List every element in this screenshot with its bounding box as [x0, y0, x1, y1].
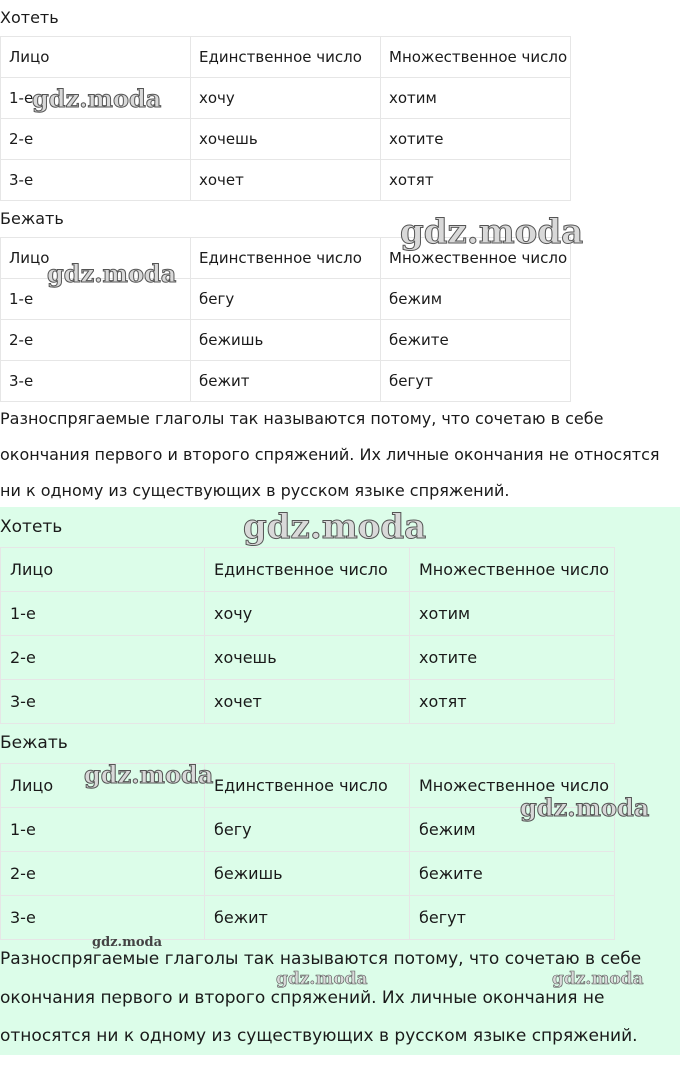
header-cell-plural: Множественное число — [381, 238, 571, 279]
table-row — [1, 896, 615, 940]
table-cell: 2-е — [1, 852, 205, 896]
table-cell: бежит — [191, 361, 381, 402]
header-cell-person: Лицо — [1, 37, 191, 78]
table-cell: хотят — [410, 680, 615, 724]
table-cell: хочешь — [205, 636, 410, 680]
table-cell: бегу — [191, 279, 381, 320]
watermark-logo: gdz.moda — [276, 969, 368, 989]
table-row — [1, 78, 571, 119]
paragraph-line: окончания первого и второго спряжений. Их личные окончания не — [0, 987, 605, 1008]
table-row — [1, 361, 571, 402]
table-row — [1, 852, 615, 896]
table-cell: бежит — [205, 896, 410, 940]
table-cell: хотите — [410, 636, 615, 680]
header-cell-singular: Единственное число — [191, 37, 381, 78]
watermark-logo: gdz.moda — [92, 935, 163, 950]
paragraph-line: ни к одному из существующих в русском языке спряжений. — [0, 481, 510, 500]
header-cell-singular: Единственное число — [205, 548, 410, 592]
watermark-logo: gdz.moda — [400, 212, 584, 252]
header-cell-person: Лицо — [1, 548, 205, 592]
explanation-paragraph-large — [0, 940, 672, 1056]
header-cell-plural: Множественное число — [410, 764, 615, 808]
table-cell: 1-е — [1, 279, 191, 320]
table-row — [1, 592, 615, 636]
table-row — [1, 119, 571, 160]
paragraph-line: Разноспрягаемые глаголы так называются потому, что сочетаю в себе — [0, 409, 604, 428]
table-cell: 1-е — [1, 808, 205, 852]
table-cell: 3-е — [1, 361, 191, 402]
conjugation-table-hotet — [0, 36, 571, 201]
table-cell: 2-е — [1, 320, 191, 361]
table-cell: 2-е — [1, 119, 191, 160]
table-cell: хотим — [410, 592, 615, 636]
table-row — [1, 680, 615, 724]
table-cell: 3-е — [1, 680, 205, 724]
table-cell: 3-е — [1, 896, 205, 940]
verb-title-hotet: Хотеть — [0, 8, 59, 27]
table-cell: бегут — [410, 896, 615, 940]
table-cell: бегу — [205, 808, 410, 852]
table-header-row — [1, 764, 615, 808]
header-cell-plural: Множественное число — [410, 548, 615, 592]
watermark-logo: gdz.moda — [32, 84, 162, 113]
table-row — [1, 636, 615, 680]
watermark-logo: gdz.moda — [47, 259, 177, 288]
table-cell: хочет — [205, 680, 410, 724]
table-cell: хочу — [191, 78, 381, 119]
table-cell: 1-е — [1, 78, 191, 119]
verb-title-hotet-large: Хотеть — [0, 517, 63, 537]
header-cell-singular: Единственное число — [191, 238, 381, 279]
table-cell: бежим — [381, 279, 571, 320]
table-cell: 1-е — [1, 592, 205, 636]
table-row — [1, 279, 571, 320]
table-cell: бежите — [381, 320, 571, 361]
watermark-logo: gdz.moda — [552, 969, 644, 989]
table-cell: бегут — [381, 361, 571, 402]
table-cell: бежите — [410, 852, 615, 896]
header-cell-person: Лицо — [1, 764, 205, 808]
table-cell: хочу — [205, 592, 410, 636]
table-row — [1, 320, 571, 361]
table-row — [1, 160, 571, 201]
conjugation-table-hotet-large — [0, 547, 615, 724]
table-cell: бежим — [410, 808, 615, 852]
table-cell: хотим — [381, 78, 571, 119]
conjugation-table-bezhat-large — [0, 763, 615, 940]
watermark-logo: gdz.moda — [84, 760, 214, 789]
table-cell: хотят — [381, 160, 571, 201]
watermark-logo: gdz.moda — [243, 507, 427, 547]
table-cell: хотите — [381, 119, 571, 160]
conjugation-table-bezhat — [0, 237, 571, 402]
table-cell: бежишь — [205, 852, 410, 896]
paragraph-line: относятся ни к одному из существующих в русском языке спряжений. — [0, 1026, 638, 1046]
verb-title-bezhat-large: Бежать — [0, 733, 68, 753]
paragraph-line: Разноспрягаемые глаголы так называются потому, что сочетаю в себе — [0, 949, 642, 969]
paragraph-line: окончания первого и второго спряжений. Их личные окончания не относятся — [0, 445, 660, 464]
table-cell: 3-е — [1, 160, 191, 201]
explanation-paragraph — [0, 401, 675, 509]
header-cell-person: Лицо — [1, 238, 191, 279]
table-cell: хочешь — [191, 119, 381, 160]
table-header-row — [1, 548, 615, 592]
table-cell: хочет — [191, 160, 381, 201]
table-header-row — [1, 37, 571, 78]
table-cell: 2-е — [1, 636, 205, 680]
table-cell: бежишь — [191, 320, 381, 361]
header-cell-plural: Множественное число — [381, 37, 571, 78]
table-row — [1, 808, 615, 852]
table-header-row — [1, 238, 571, 279]
verb-title-bezhat: Бежать — [0, 209, 64, 228]
header-cell-singular: Единственное число — [205, 764, 410, 808]
watermark-logo: gdz.moda — [520, 793, 650, 822]
